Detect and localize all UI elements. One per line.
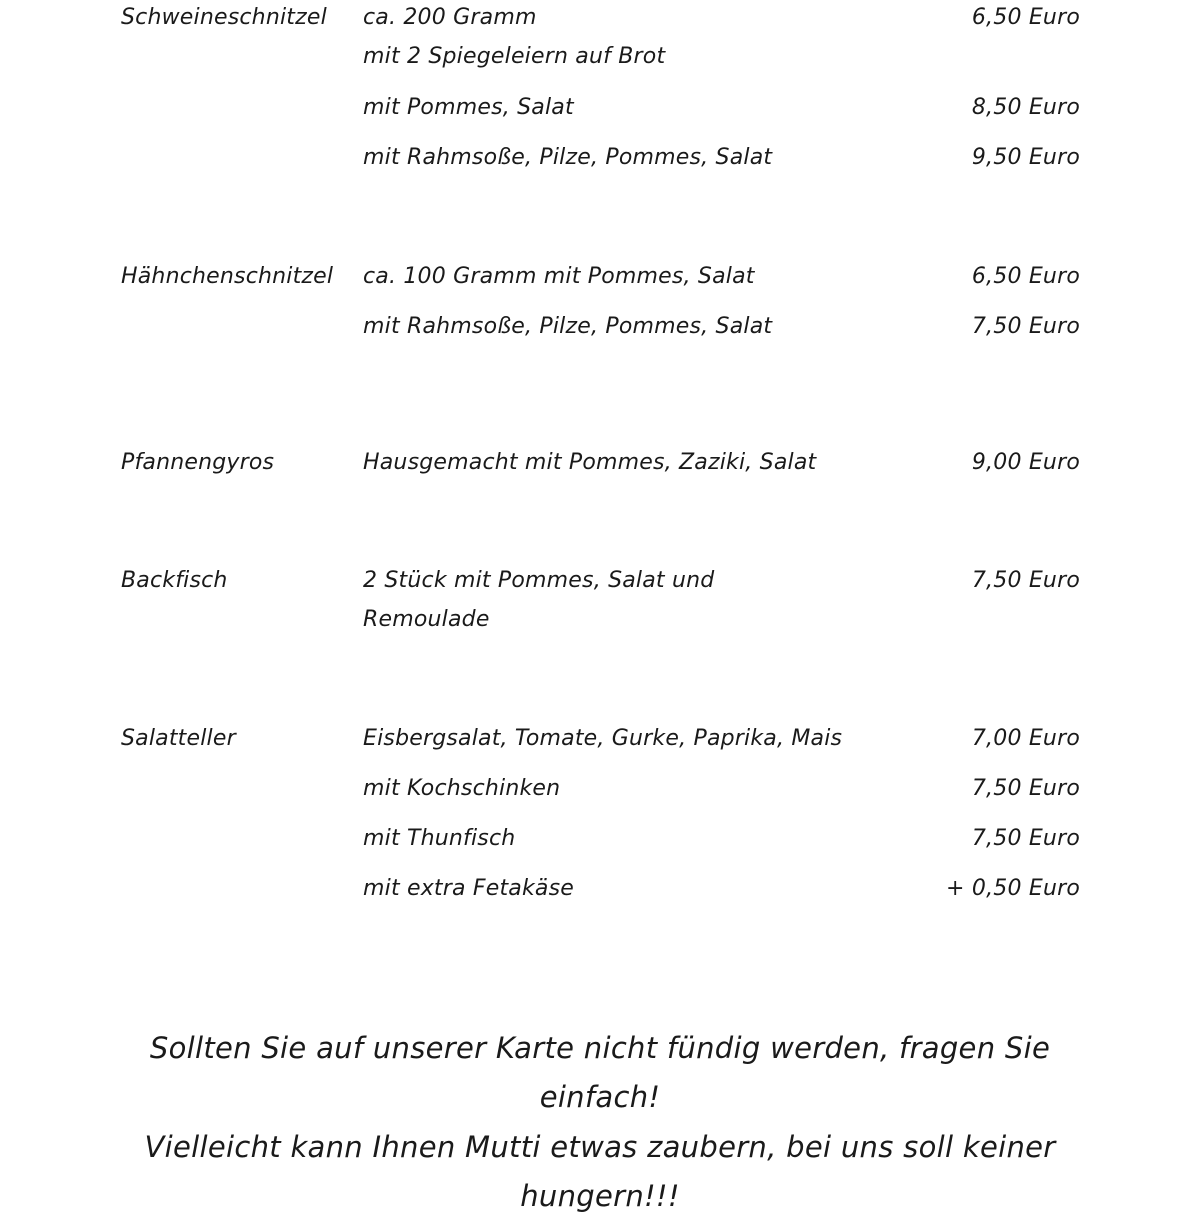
dish-name-salatteller: Salatteller bbox=[121, 726, 236, 751]
dish-variant: mit Thunfisch bbox=[363, 826, 516, 851]
footer-note-line: Sollten Sie auf unserer Karte nicht fündig werden, fragen Sie bbox=[149, 1031, 1051, 1065]
dish-price: 7,50 Euro bbox=[971, 826, 1080, 851]
dish-description: Remoulade bbox=[363, 607, 490, 632]
footer-note-line: einfach! bbox=[539, 1080, 661, 1114]
dish-price: 9,00 Euro bbox=[971, 450, 1080, 475]
dish-price: 6,50 Euro bbox=[971, 264, 1080, 289]
dish-price: + 0,50 Euro bbox=[946, 876, 1080, 901]
dish-name-haehnchenschnitzel: Hähnchenschnitzel bbox=[121, 264, 334, 289]
dish-variant: mit extra Fetakäse bbox=[363, 876, 574, 901]
dish-variant: mit Kochschinken bbox=[363, 776, 561, 801]
dish-description: ca. 100 Gramm mit Pommes, Salat bbox=[363, 264, 755, 289]
dish-price: 7,50 Euro bbox=[971, 776, 1080, 801]
dish-description: 2 Stück mit Pommes, Salat und bbox=[363, 568, 715, 593]
dish-price: 7,50 Euro bbox=[971, 568, 1080, 593]
dish-variant: mit Rahmsoße, Pilze, Pommes, Salat bbox=[363, 145, 773, 170]
dish-name-backfisch: Backfisch bbox=[121, 568, 228, 593]
dish-description: Eisbergsalat, Tomate, Gurke, Paprika, Mais bbox=[363, 726, 843, 751]
dish-name-schweineschnitzel: Schweineschnitzel bbox=[121, 5, 327, 30]
dish-price: 8,50 Euro bbox=[971, 95, 1080, 120]
dish-variant: mit Pommes, Salat bbox=[363, 95, 574, 120]
dish-price: 7,50 Euro bbox=[971, 314, 1080, 339]
dish-name-pfannengyros: Pfannengyros bbox=[121, 450, 275, 475]
footer-note-line: hungern!!! bbox=[520, 1179, 680, 1213]
dish-variant: mit Rahmsoße, Pilze, Pommes, Salat bbox=[363, 314, 773, 339]
footer-note-line: Vielleicht kann Ihnen Mutti etwas zaubern, bei uns soll keiner bbox=[144, 1130, 1056, 1164]
dish-price: 7,00 Euro bbox=[971, 726, 1080, 751]
dish-price: 9,50 Euro bbox=[971, 145, 1080, 170]
dish-description: mit 2 Spiegeleiern auf Brot bbox=[363, 44, 666, 69]
dish-description: ca. 200 Gramm bbox=[363, 5, 537, 30]
dish-description: Hausgemacht mit Pommes, Zaziki, Salat bbox=[363, 450, 817, 475]
dish-price: 6,50 Euro bbox=[971, 5, 1080, 30]
